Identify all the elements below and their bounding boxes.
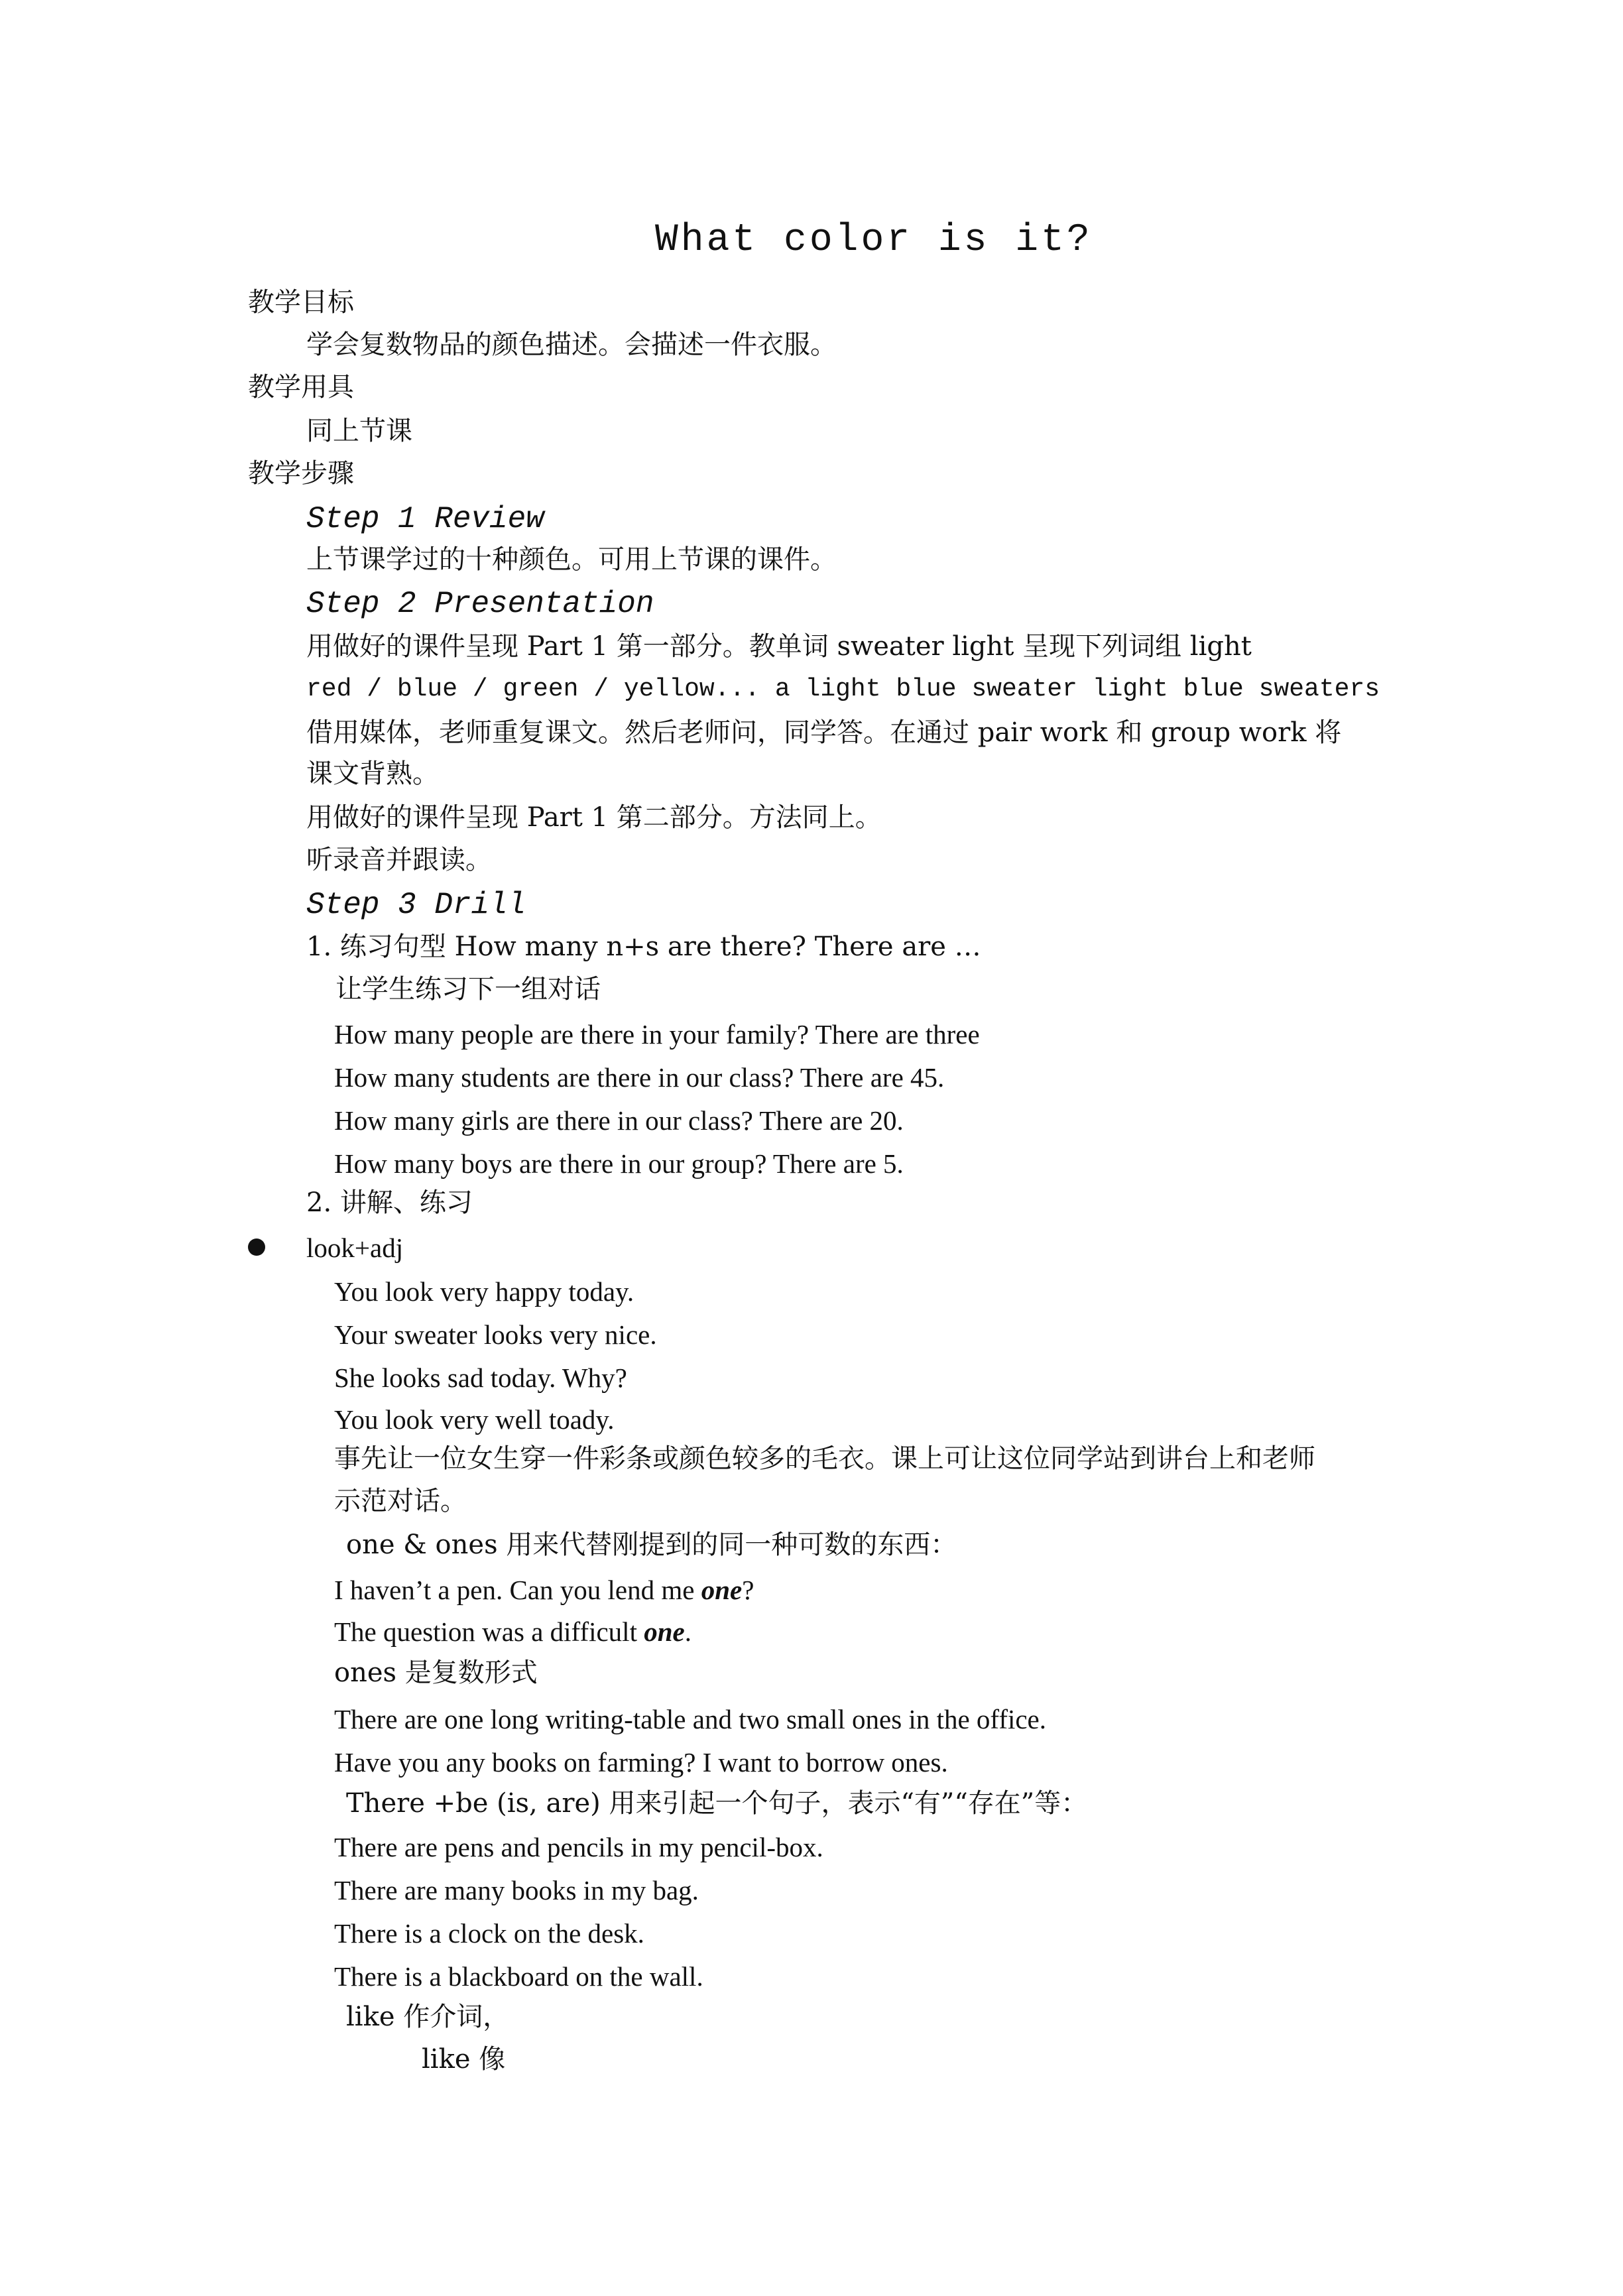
step2-heading: Step 2 Presentation — [306, 587, 654, 621]
ones-example-3: There are one long writing-table and two small ones in the office. — [334, 1704, 1047, 1734]
step2-line6: 听录音并跟读。 — [306, 845, 492, 875]
step3-item1-sub: 让学生练习下一组对话 — [335, 974, 601, 1004]
dialog-line: How many people are there in your family? There are three — [334, 1019, 980, 1050]
dialog-line: How many students are there in our class? There are 45. — [334, 1062, 945, 1093]
step3-heading: Step 3 Drill — [306, 888, 526, 922]
look-note-line2: 示范对话。 — [334, 1486, 467, 1516]
dialog-line: How many boys are there in our group? There are 5. — [334, 1148, 904, 1179]
page-title: What color is it? — [655, 219, 1093, 262]
ones-plural-note: ones 是复数形式 — [334, 1658, 538, 1688]
like-intro: like 作介词， — [346, 2002, 510, 2032]
goal-text: 学会复数物品的颜色描述。会描述一件衣服。 — [306, 330, 837, 360]
step2-line3: 借用媒体，老师重复课文。然后老师问，同学答。在通过 pair work 和 group work 将 — [306, 717, 1342, 748]
ones-example-1: I haven’t a pen. Can you lend me one? — [334, 1575, 754, 1605]
there-be-example: There is a clock on the desk. — [334, 1918, 644, 1949]
step1-heading: Step 1 Review — [306, 502, 544, 536]
step2-line4: 课文背熟。 — [306, 758, 439, 789]
bullet-icon — [248, 1239, 265, 1256]
look-note-line1: 事先让一位女生穿一件彩条或颜色较多的毛衣。课上可让这位同学站到讲台上和老师 — [334, 1443, 1315, 1474]
tools-text: 同上节课 — [306, 416, 412, 446]
tools-heading: 教学用具 — [248, 372, 354, 402]
steps-heading: 教学步骤 — [248, 458, 354, 489]
step2-line2: red / blue / green / yellow... a light blue sweater light blue sweaters — [306, 675, 1380, 703]
there-be-intro: There +be (is, are) 用来引起一个句子，表示“有”“存在”等： — [346, 1788, 1088, 1819]
look-example: Your sweater looks very nice. — [334, 1319, 657, 1350]
ones-example-2: The question was a difficult one. — [334, 1616, 691, 1647]
look-example: You look very happy today. — [334, 1276, 634, 1307]
look-example: She looks sad today. Why? — [334, 1362, 627, 1393]
step3-item1: 1. 练习句型 How many n+s are there? There are … — [306, 932, 981, 962]
there-be-example: There is a blackboard on the wall. — [334, 1961, 703, 1992]
ones-example-4: Have you any books on farming? I want to borrow ones. — [334, 1747, 948, 1778]
there-be-example: There are many books in my bag. — [334, 1875, 699, 1905]
step2-line1: 用做好的课件呈现 Part 1 第一部分。教单词 sweater light 呈现下列词组 light — [306, 631, 1252, 662]
look-heading: look+adj — [306, 1233, 404, 1263]
step3-item2: 2. 讲解、练习 — [306, 1187, 473, 1218]
ones-emphasis: one — [701, 1575, 743, 1605]
ones-intro: one & ones 用来代替刚提到的同一种可数的东西： — [346, 1530, 957, 1560]
dialog-line: How many girls are there in our class? There are 20. — [334, 1105, 904, 1136]
goal-heading: 教学目标 — [248, 287, 354, 318]
like-sub: like 像 — [422, 2044, 506, 2075]
there-be-example: There are pens and pencils in my pencil-box. — [334, 1832, 823, 1862]
ones-emphasis: one — [644, 1616, 685, 1647]
step2-line5: 用做好的课件呈现 Part 1 第二部分。方法同上。 — [306, 802, 882, 833]
step1-text: 上节课学过的十种颜色。可用上节课的课件。 — [306, 544, 837, 575]
look-example: You look very well toady. — [334, 1404, 615, 1435]
